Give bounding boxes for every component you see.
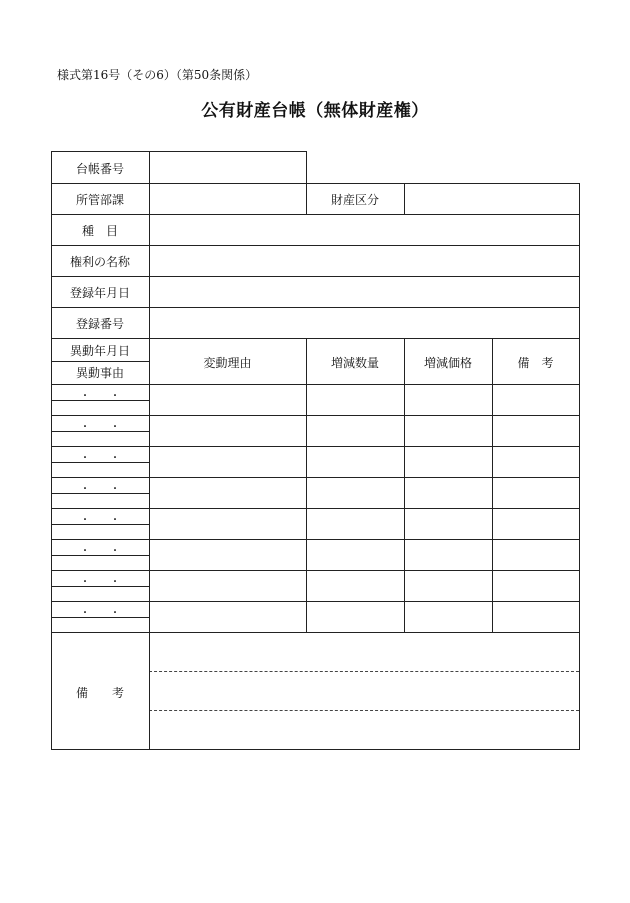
label-registration-date: 登録年月日 (69, 286, 130, 300)
form-reference: 様式第16号（その6）（第50条関係） (57, 68, 258, 82)
date-placeholder: ・ ・ (80, 515, 120, 526)
grid-line (51, 338, 580, 339)
grid-line (51, 151, 307, 152)
grid-line (51, 415, 580, 416)
grid-line (51, 570, 580, 571)
label-right-name: 権利の名称 (69, 255, 130, 269)
grid-line (51, 384, 580, 385)
label-department: 所管部課 (75, 193, 124, 207)
dashed-line (149, 710, 579, 711)
grid-line (51, 446, 580, 447)
date-placeholder: ・ ・ (80, 608, 120, 619)
grid-line (404, 183, 405, 215)
date-placeholder: ・ ・ (80, 391, 120, 402)
label-registration-no: 登録番号 (75, 317, 124, 331)
grid-line (51, 749, 580, 750)
grid-line (51, 245, 580, 246)
label-change-date: 異動年月日 (69, 344, 130, 358)
grid-line (579, 183, 580, 750)
label-ledger-no: 台帳番号 (75, 162, 124, 176)
grid-line (51, 214, 580, 215)
grid-line (51, 361, 150, 362)
grid-line (404, 338, 405, 633)
label-change-category: 異動事由 (75, 366, 124, 380)
label-kind: 種 目 (81, 224, 118, 238)
date-placeholder: ・ ・ (80, 484, 120, 495)
grid-line (51, 183, 580, 184)
grid-line (51, 477, 580, 478)
label-remarks-header: 備 考 (517, 356, 554, 370)
date-placeholder: ・ ・ (80, 546, 120, 557)
grid-line (51, 508, 580, 509)
date-placeholder: ・ ・ (80, 453, 120, 464)
grid-line (492, 338, 493, 633)
label-change-reason: 変動理由 (203, 356, 252, 370)
dashed-line (149, 671, 579, 672)
page-title: 公有財産台帳（無体財産権） (201, 101, 429, 121)
grid-line (149, 151, 150, 750)
label-value-change: 増減価格 (423, 356, 472, 370)
date-placeholder: ・ ・ (80, 577, 120, 588)
label-remarks: 備 考 (75, 686, 124, 700)
label-property-class: 財産区分 (330, 193, 379, 207)
grid-line (51, 307, 580, 308)
grid-line (51, 539, 580, 540)
date-placeholder: ・ ・ (80, 422, 120, 433)
grid-line (51, 632, 580, 633)
grid-line (306, 338, 307, 633)
label-quantity-change: 増減数量 (330, 356, 379, 370)
grid-line (51, 601, 580, 602)
grid-line (51, 276, 580, 277)
